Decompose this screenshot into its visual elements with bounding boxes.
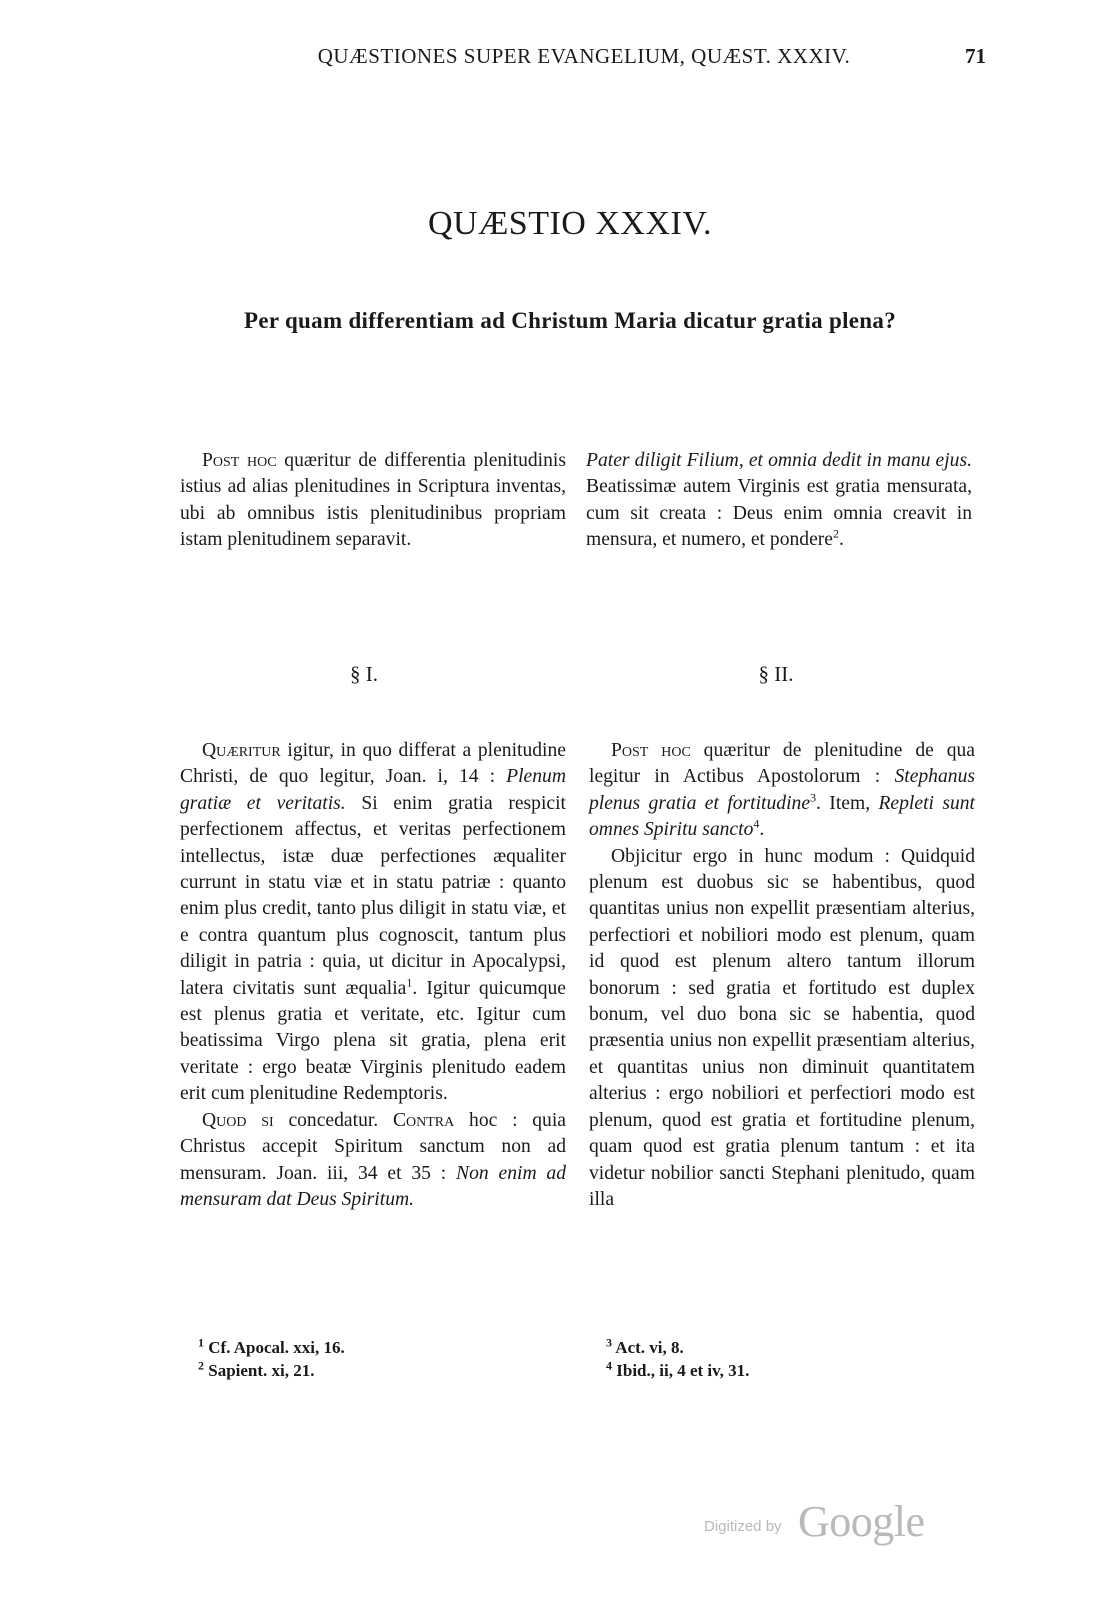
footnote-text: Cf. Apocal. xxi, 16. [204, 1338, 345, 1357]
scripture-quote: Stephanus plenus gratia et fortitudine [589, 766, 975, 814]
page-number: 71 [965, 44, 986, 68]
lead-words: Quæritur [202, 740, 281, 761]
footnote-mark: 1 [198, 1335, 204, 1350]
paragraph-text: . [759, 819, 765, 841]
running-head: QUÆSTIONES SUPER EVANGELIUM, QUÆST. XXXIV. [317, 44, 851, 68]
footnote-ref: 1 [406, 975, 413, 990]
lead-words: Post hoc [611, 740, 691, 761]
footnote-text: Ibid., ii, 4 et iv, 31. [612, 1361, 750, 1380]
footnote-mark: 3 [606, 1335, 612, 1350]
intro-left-paragraph [180, 448, 566, 554]
google-logo: Google [798, 1497, 925, 1546]
footnotes-right [606, 1336, 749, 1382]
lead-words: Contra [392, 1109, 455, 1131]
section-heading-2: § II. [758, 662, 794, 686]
section-1-paragraph-1 [180, 738, 566, 1108]
section-heading-1: § I. [350, 662, 378, 686]
scripture-quote: Repleti sunt omnes Spiritu sancto [589, 792, 975, 841]
intro-left-column [180, 448, 566, 554]
section-1-paragraph-2 [180, 1108, 566, 1214]
scripture-quote: Non enim ad mensuram dat Deus Spiritum. [180, 1162, 567, 1210]
paragraph-text: concedatur. [273, 1109, 393, 1131]
paragraph-text: quæritur de plenitudine de qua legitur in Actibus Apostolorum : [589, 740, 975, 788]
scripture-quote: Pater diligit Filium, et omnia dedit in manu ejus. [586, 450, 972, 471]
footnote [198, 1336, 345, 1359]
section-2-paragraph-1 [589, 738, 975, 844]
footnote [606, 1359, 749, 1382]
footnote-mark: 2 [198, 1358, 204, 1373]
paragraph-end: . [839, 529, 844, 551]
paragraph-text: Beatissimæ autem Virginis est gratia mensurata, cum sit creata : Deus enim omnia creavit in mensura, et numero, et pondere [586, 476, 972, 551]
lead-words: Post hoc [202, 450, 277, 471]
paragraph-text: quæritur de differentia plenitudinis istius ad alias plenitudines in Scriptura inventas, ubi ab omnibus istis plenitudinibus propriam istam plenitudinem separavit. [180, 450, 566, 551]
footnote-ref: 2 [833, 526, 840, 541]
section-1-column [180, 738, 566, 1213]
footnote-mark: 4 [606, 1358, 612, 1373]
question-subtitle: Per quam differentiam ad Christum Maria dicatur gratia plena? [243, 308, 897, 333]
paragraph-text: . Igitur quicumque est plenus gratia et veritate, etc. Igitur cum beatissima Virgo plena sit gratia, plena erit veritate : ergo beatæ Virginis plenitudo eadem erit cum plenitudine Redemptoris. [180, 977, 566, 1105]
footnote-ref: 4 [753, 816, 760, 831]
footnote-ref: 3 [810, 790, 817, 805]
question-title: QUÆSTIO XXXIV. [427, 205, 713, 242]
lead-words: Quod si [202, 1109, 274, 1131]
paragraph-text: hoc : quia Christus accepit Spiritum sanctum non ad mensuram. Joan. iii, 34 et 35 : [180, 1109, 566, 1184]
footnote [606, 1336, 749, 1359]
intro-right-column [586, 448, 972, 554]
paragraph-text: . Item, [816, 792, 879, 814]
section-2-paragraph-2: Objicitur ergo in hunc modum : Quidquid plenum est duobus sic se habentibus, quod quantitas unius non expellit præsentiam alterius, perfectiori et nobiliori modo est plenum, quam id quod est plenum altero tantum illorum bonorum : sed gratia et fortitudo est duplex bonum, vel duo bona sic se habentia, quod præsentia unius non expellit præsentiam alterius, et quantitas unius non diminuit quantitatem alterius : ergo nobiliori et perfectiori modo est plenum, quod est gratia et fortitudine plenum, quam quod est gratia plenum tantum : et ita videtur nobilior sancti Stephani plenitudo, quam illa [589, 845, 975, 1210]
footnote [198, 1359, 345, 1382]
footnote-text: Act. vi, 8. [612, 1338, 684, 1357]
digitized-watermark [700, 1498, 940, 1548]
intro-right-paragraph [586, 448, 972, 554]
footnotes-left [198, 1336, 345, 1382]
watermark-prefix: Digitized by [704, 1518, 782, 1535]
paragraph-text: igitur, in quo differat a plenitudine Christi, de quo legitur, Joan. i, 14 : [180, 740, 566, 788]
footnote-text: Sapient. xi, 21. [204, 1361, 315, 1380]
section-2-column [589, 738, 975, 1213]
paragraph-text: Si enim gratia respicit perfectionem affectus, et veritas perfectionem intellectus, istæ duæ perfectiones æqualiter currunt in statu viæ et in statu patriæ : quanto enim plus credit, tanto plus diligit in statu viæ, et e contra quantum plus cognoscit, tantum plus diligit in patria : quia, ut dicitur in Apocalypsi, latera civitatis sunt æqualia [180, 792, 566, 999]
scripture-quote: Plenum gratiæ et veritatis. [180, 766, 566, 814]
